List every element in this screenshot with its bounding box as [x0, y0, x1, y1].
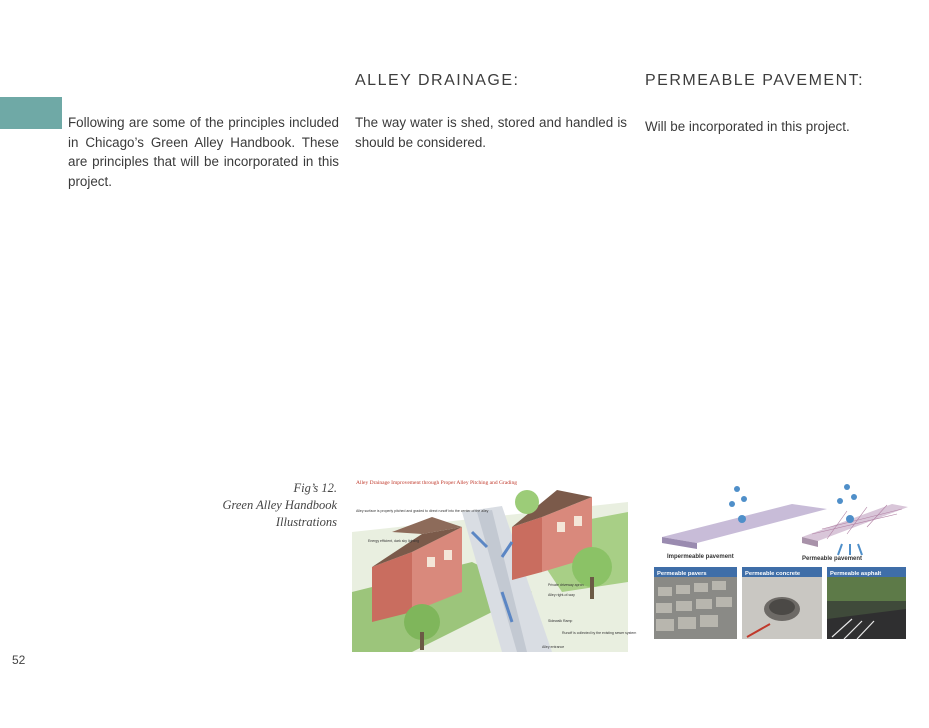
- photo-asphalt-label: Permeable asphalt: [830, 571, 882, 577]
- figure-alley-note-3: Private driveway apron: [548, 583, 584, 587]
- caption-line-3: Illustrations: [275, 515, 337, 529]
- permeable-paragraph: Will be incorporated in this project.: [645, 119, 850, 134]
- figure-alley-title: Alley Drainage Improvement through Proper Alley Pitching and Grading: [356, 480, 517, 486]
- intro-paragraph: Following are some of the principles included in Chicago’s Green Alley Handbook. These are principles that will be incorporated in this project.: [68, 115, 339, 189]
- permeable-pavement-heading: PERMEABLE PAVEMENT:: [645, 72, 865, 89]
- permeable-pavement-illustration: [652, 469, 908, 651]
- alley-drainage-heading: ALLEY DRAINAGE:: [355, 72, 520, 89]
- figure-alley-note-7: Alley entrance: [542, 645, 565, 649]
- impermeable-label: Impermeable pavement: [667, 554, 734, 560]
- teal-accent-block: [0, 97, 62, 129]
- figure-alley-note-4: Alley right-of-way: [548, 593, 575, 597]
- figure-alley-note-1: Alley surface is properly pitched and graded to direct runoff into the center of the alley: [356, 509, 489, 513]
- drainage-paragraph: The way water is shed, stored and handled is should be considered.: [355, 115, 627, 150]
- figure-alley-note-5: Sidewalk Ramp: [548, 619, 573, 623]
- caption-line-1: Fig’s 12.: [293, 481, 337, 495]
- figure-caption: [222, 480, 337, 531]
- figure-alley-note-6: Runoff is collected by the existing sewer system: [562, 631, 637, 635]
- permeable-label: Permeable pavement: [802, 556, 863, 562]
- page-number: 52: [12, 653, 26, 667]
- photo-concrete-label: Permeable concrete: [745, 571, 801, 577]
- alley-drainage-illustration: [352, 472, 637, 652]
- photo-pavers-label: Permeable pavers: [657, 571, 707, 577]
- figure-alley-note-2: Energy efficient, dark sky lighting: [368, 539, 420, 543]
- caption-line-2: Green Alley Handbook: [222, 498, 337, 512]
